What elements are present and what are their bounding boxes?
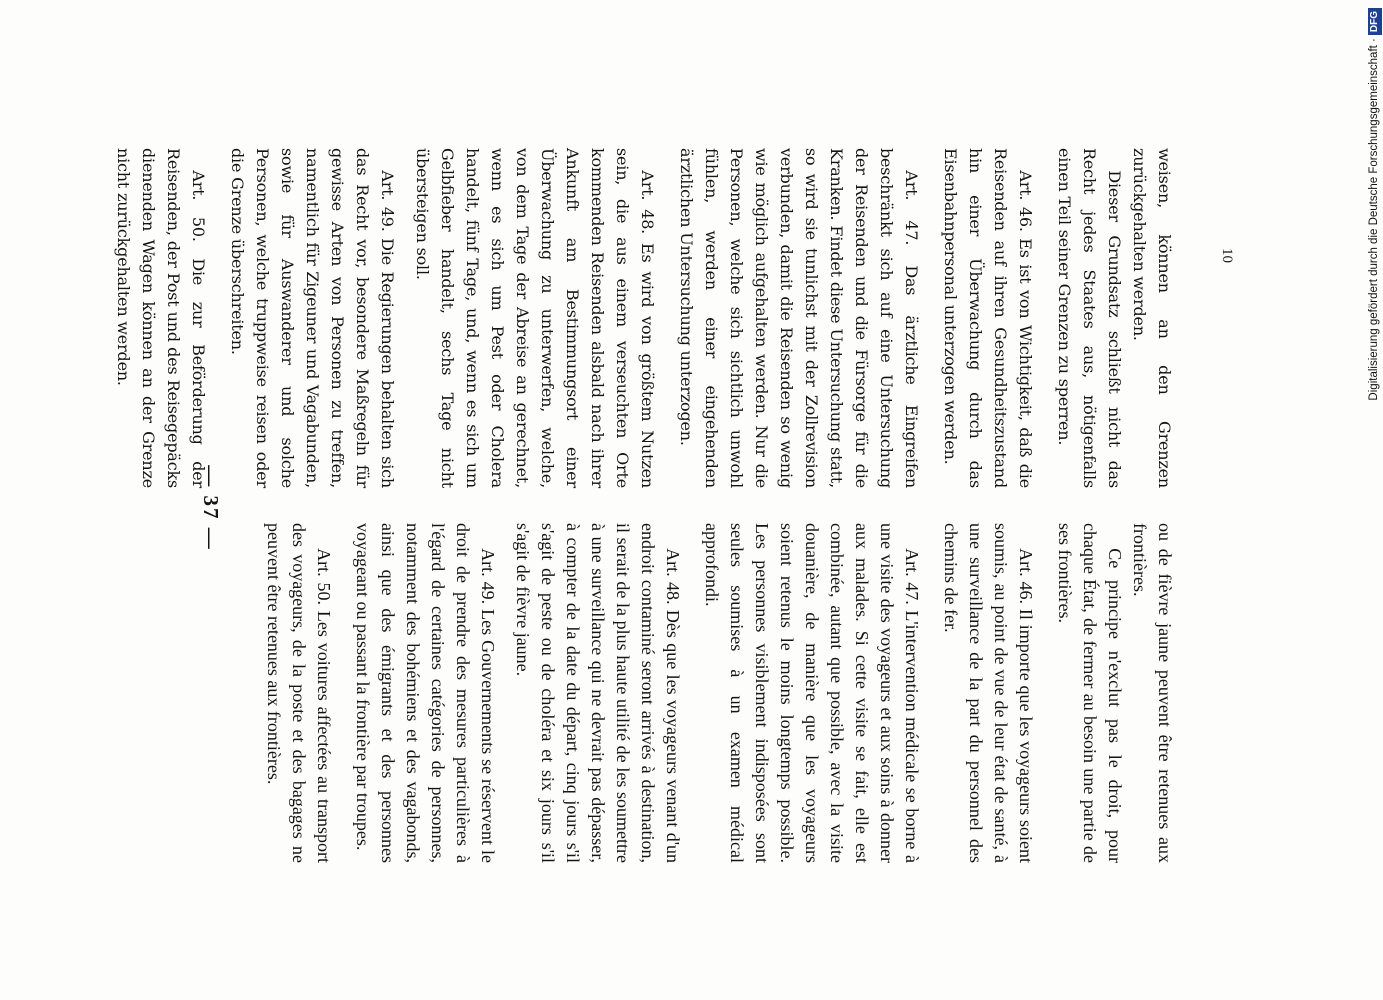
french-article-47: Art. 47. L'intervention médicale se borne à une visite des voyageurs et aux soins à donner aux malades. Si cette visite se fait, elle est combinée, autant que possible, avec la visite douanière, de manière que les voyageurs soient retenus le moins longtemps possible. Les personnes visiblement indisposées sont seules soumises à un examen médical approfondi.: [702, 523, 922, 863]
french-article-50: Art. 50. Les voitures affectées au transport des voyageurs, de la poste et des bagages ne peuvent être retenues aux frontières.: [264, 523, 334, 863]
german-paragraph-continuation: weisen, können an den Grenzen zurückgehalten werden.: [1130, 148, 1174, 488]
german-article-50: Art. 50. Die zur Beförderung der Reisenden, der Post und des Reisegepäcks dienenden Wagen können an der Grenze nicht zurückgehalten werden.: [114, 148, 208, 488]
german-article-47: Art. 47. Das ärztliche Eingreifen beschränkt sich auf eine Untersuchung der Reisenden und die Fürsorge für die Kranken. Findet diese Untersuchung statt, so wird sie tunlichst mit der Zollrevision verbunden, damit die Reisenden so wenig wie möglich aufgehalten werden. Nur die Personen, welche sich sichtlich unwohl fühlen, werden einer eingehenden ärztlichen Untersuchung unterzogen.: [677, 148, 921, 488]
rotated-book-page: [105, 148, 1245, 868]
digitization-credit: [1366, 8, 1382, 992]
french-paragraph-principle: Ce principe n'exclut pas le droit, pour chaque État, de fermer au besoin une partie de ses frontières.: [1055, 523, 1125, 863]
french-paragraph-continuation: ou de fièvre jaune peuvent être retenues aux frontières.: [1130, 523, 1175, 863]
french-article-46: Art. 46. Il importe que les voyageurs soient soumis, au point de vue de leur état de santé, à une surveillance de la part du personnel des chemins de fer.: [941, 523, 1036, 863]
french-column: [261, 523, 1177, 863]
french-article-49: Art. 49. Les Gouvernements se réservent le droit de prendre des mesures particulières à l'égard de certaines catégories de personnes, notamment des bohémiens et des vagabonds, ainsi que des émigrants et des personnes voyageant ou passant la frontière par troupes.: [353, 523, 498, 863]
german-column: [111, 148, 1177, 488]
german-paragraph-principle: Dieser Grundsatz schließt nicht das Recht jedes Staates aus, nötigenfalls einen Teil seiner Grenzen zu sperren.: [1055, 148, 1124, 488]
dfg-logo: DFG: [1368, 8, 1382, 35]
credit-line: Digitalisierung gefördert durch die Deutsche Forschungsgemeinschaft ·DFG: [1366, 8, 1382, 992]
credit-text: Digitalisierung gefördert durch die Deutsche Forschungsgemeinschaft: [1368, 45, 1380, 401]
german-article-48: Art. 48. Es wird von größtem Nutzen sein, die aus einem verseuchten Orte kommenden Reisenden alsbald nach ihrer Ankunft am Bestimmungsort einer Überwachung zu unterwerfen, welche, von dem Tage der Abreise an gerechnet, wenn es sich um Pest oder Cholera handelt, fünf Tage, und, wenn es sich um Gelbfieber handelt, sechs Tage nicht übersteigen soll.: [413, 148, 657, 488]
page-number: — 37 —: [199, 465, 223, 551]
signature-mark: 10: [1219, 248, 1235, 263]
french-article-48: Art. 48. Dès que les voyageurs venant d'un endroit contaminé seront arrivés à destination, il serait de la plus haute utilité de les soumettre à une surveillance qui ne devrait pas dépasser, à compter de la date du départ, cinq jours s'il s'agit de peste ou de choléra et six jours s'il s'agit de fièvre jaune.: [513, 523, 683, 863]
german-article-49: Art. 49. Die Regierungen behalten sich das Recht vor, besondere Maßregeln für gewisse Arten von Personen zu treffen, namentlich für Zigeuner und Vagabunden, sowie für Auswanderer und solche Personen, welche truppweise reisen oder die Grenze überschreiten.: [228, 148, 397, 488]
german-article-46: Art. 46. Es ist von Wichtigkeit, daß die Reisenden auf ihren Gesundheitszustand hin einer Überwachung durch das Eisenbahnpersonal unterzogen werden.: [941, 148, 1035, 488]
